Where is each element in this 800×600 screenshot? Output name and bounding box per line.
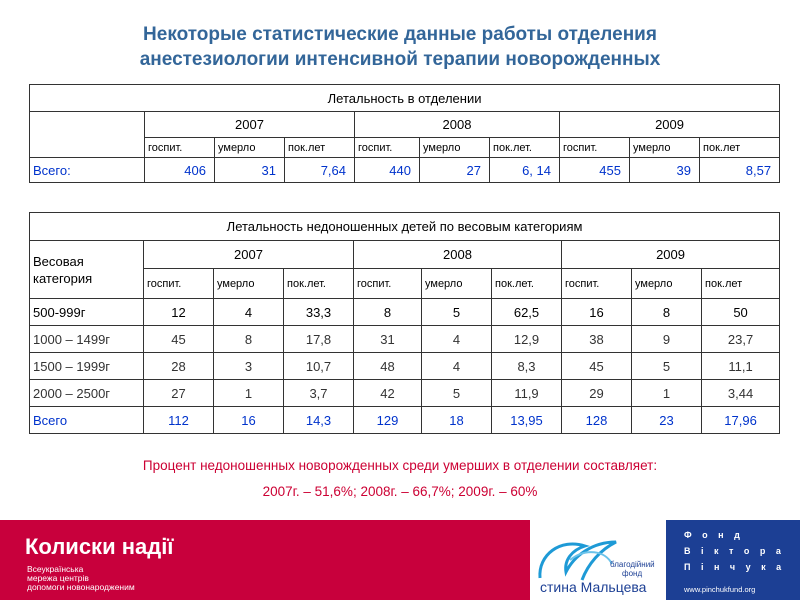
table-cell: 8,57 bbox=[700, 158, 780, 183]
table-row bbox=[30, 353, 780, 380]
summary-line-2: 2007г. – 51,6%; 2008г. – 66,7%; 2009г. – 60% bbox=[262, 484, 538, 499]
row-label: Всего bbox=[30, 407, 144, 434]
table1-sub-header: госпит. bbox=[355, 138, 420, 158]
kolyski-sub-2: мережа центрів bbox=[27, 573, 89, 583]
kolyski-nadii-logo bbox=[0, 520, 530, 600]
table-cell: 5 bbox=[422, 380, 492, 407]
table-cell: 23,7 bbox=[702, 326, 780, 353]
table-cell: 45 bbox=[562, 353, 632, 380]
pinchuk-url: www.pinchukfund.org bbox=[684, 585, 756, 594]
table2-sub-header: пок.лет bbox=[702, 269, 780, 299]
table-cell: 17,96 bbox=[702, 407, 780, 434]
table-cell: 29 bbox=[562, 380, 632, 407]
table-cell: 406 bbox=[145, 158, 215, 183]
fond-small-1: благодійний bbox=[610, 560, 655, 569]
table-cell: 8,3 bbox=[492, 353, 562, 380]
table2-sub-header: умерло bbox=[632, 269, 702, 299]
table-cell: 28 bbox=[144, 353, 214, 380]
row-label: 2000 – 2500г bbox=[30, 380, 144, 407]
table-cell: 27 bbox=[144, 380, 214, 407]
table-cell: 17,8 bbox=[284, 326, 354, 353]
maltseva-fund-logo bbox=[530, 520, 666, 600]
table-cell: 50 bbox=[702, 299, 780, 326]
table-cell: 45 bbox=[144, 326, 214, 353]
table1-sub-header: умерло bbox=[420, 138, 490, 158]
row-label: 1000 – 1499г bbox=[30, 326, 144, 353]
title-line-2: анестезиологии интенсивной терапии новорожденных bbox=[139, 49, 661, 70]
table2-year-2007: 2007 bbox=[144, 241, 354, 269]
table-cell: 8 bbox=[214, 326, 284, 353]
table-cell: 14,3 bbox=[284, 407, 354, 434]
table-cell: 13,95 bbox=[492, 407, 562, 434]
table-cell: 23 bbox=[632, 407, 702, 434]
table2-year-2009: 2009 bbox=[562, 241, 780, 269]
table-cell: 112 bbox=[144, 407, 214, 434]
table1-sub-header: пок.лет bbox=[700, 138, 780, 158]
kolyski-sub-1: Всеукраїнська bbox=[27, 564, 84, 574]
table-row-total bbox=[30, 407, 780, 434]
table1-year-2008: 2008 bbox=[355, 112, 560, 138]
table-cell: 31 bbox=[215, 158, 285, 183]
table-cell: 4 bbox=[422, 353, 492, 380]
table-cell: 18 bbox=[422, 407, 492, 434]
table-cell: 8 bbox=[354, 299, 422, 326]
summary-line-1: Процент недоношенных новорожденных среди умерших в отделении составляет: bbox=[142, 458, 658, 473]
table-cell: 9 bbox=[632, 326, 702, 353]
table2-sub-header: умерло bbox=[422, 269, 492, 299]
table-cell: 7,64 bbox=[285, 158, 355, 183]
table2-sub-header: госпит. bbox=[144, 269, 214, 299]
table1-sub-header: умерло bbox=[215, 138, 285, 158]
table-cell: 12 bbox=[144, 299, 214, 326]
row-label: 1500 – 1999г bbox=[30, 353, 144, 380]
table2-caption: Летальность недоношенных детей по весовым категориям bbox=[30, 213, 780, 241]
table-cell: 16 bbox=[562, 299, 632, 326]
table-cell: 5 bbox=[422, 299, 492, 326]
table-cell: 39 bbox=[630, 158, 700, 183]
table1-sub-header: госпит. bbox=[560, 138, 630, 158]
fond-small-2: фонд bbox=[622, 569, 643, 578]
page-title bbox=[0, 22, 800, 72]
table-row bbox=[30, 380, 780, 407]
table-cell: 42 bbox=[354, 380, 422, 407]
pinchuk-line-3: П і н ч у к а bbox=[684, 562, 786, 572]
table-cell: 455 bbox=[560, 158, 630, 183]
table2-sub-header: пок.лет. bbox=[492, 269, 562, 299]
table2-sub-header: госпит. bbox=[354, 269, 422, 299]
row-label: 500-999г bbox=[30, 299, 144, 326]
weight-category-table bbox=[29, 212, 780, 434]
table-row bbox=[30, 326, 780, 353]
footer bbox=[0, 520, 800, 600]
title-line-1: Некоторые статистические данные работы отделения bbox=[143, 24, 657, 45]
table-cell: 6, 14 bbox=[490, 158, 560, 183]
table2-sub-header: госпит. bbox=[562, 269, 632, 299]
table-cell: 33,3 bbox=[284, 299, 354, 326]
table-cell: 4 bbox=[214, 299, 284, 326]
table-row bbox=[30, 299, 780, 326]
table1-sub-header: госпит. bbox=[145, 138, 215, 158]
table-cell: 129 bbox=[354, 407, 422, 434]
table1-sub-header: пок.лет. bbox=[490, 138, 560, 158]
table-cell: 4 bbox=[422, 326, 492, 353]
table-cell: 440 bbox=[355, 158, 420, 183]
table2-year-2008: 2008 bbox=[354, 241, 562, 269]
table-cell: 1 bbox=[632, 380, 702, 407]
table2-category-label: Весовая категория bbox=[30, 241, 144, 299]
kolyski-title: Колиски надії bbox=[25, 534, 174, 559]
table-cell: 1 bbox=[214, 380, 284, 407]
pinchuk-line-2: В і к т о р а bbox=[684, 546, 785, 556]
mortality-table bbox=[29, 84, 780, 183]
table-cell: 48 bbox=[354, 353, 422, 380]
pinchuk-line-1: Ф о н д bbox=[684, 530, 744, 540]
fond-name: стина Мальцева bbox=[540, 579, 647, 595]
kolyski-sub-3: допомоги новонародженим bbox=[27, 582, 135, 592]
table2-sub-header: пок.лет. bbox=[284, 269, 354, 299]
table-cell: 8 bbox=[632, 299, 702, 326]
table-cell: 5 bbox=[632, 353, 702, 380]
table-cell: 27 bbox=[420, 158, 490, 183]
table-cell: 12,9 bbox=[492, 326, 562, 353]
table-cell: 16 bbox=[214, 407, 284, 434]
table1-year-2009: 2009 bbox=[560, 112, 780, 138]
table1-sub-header: умерло bbox=[630, 138, 700, 158]
table1-corner bbox=[30, 112, 145, 158]
table1-total-row bbox=[30, 158, 780, 183]
table-cell: 11,9 bbox=[492, 380, 562, 407]
table-cell: 3,7 bbox=[284, 380, 354, 407]
table-cell: 38 bbox=[562, 326, 632, 353]
table-cell: 62,5 bbox=[492, 299, 562, 326]
table1-sub-header: пок.лет bbox=[285, 138, 355, 158]
table-cell: 11,1 bbox=[702, 353, 780, 380]
table2-sub-header: умерло bbox=[214, 269, 284, 299]
table-cell: 31 bbox=[354, 326, 422, 353]
table-cell: 10,7 bbox=[284, 353, 354, 380]
table-cell: 3 bbox=[214, 353, 284, 380]
table1-caption: Летальность в отделении bbox=[30, 85, 780, 112]
table1-year-2007: 2007 bbox=[145, 112, 355, 138]
table-cell: 3,44 bbox=[702, 380, 780, 407]
table1-total-label: Всего: bbox=[30, 158, 145, 183]
table-cell: 128 bbox=[562, 407, 632, 434]
pinchuk-fund-logo bbox=[666, 520, 800, 600]
